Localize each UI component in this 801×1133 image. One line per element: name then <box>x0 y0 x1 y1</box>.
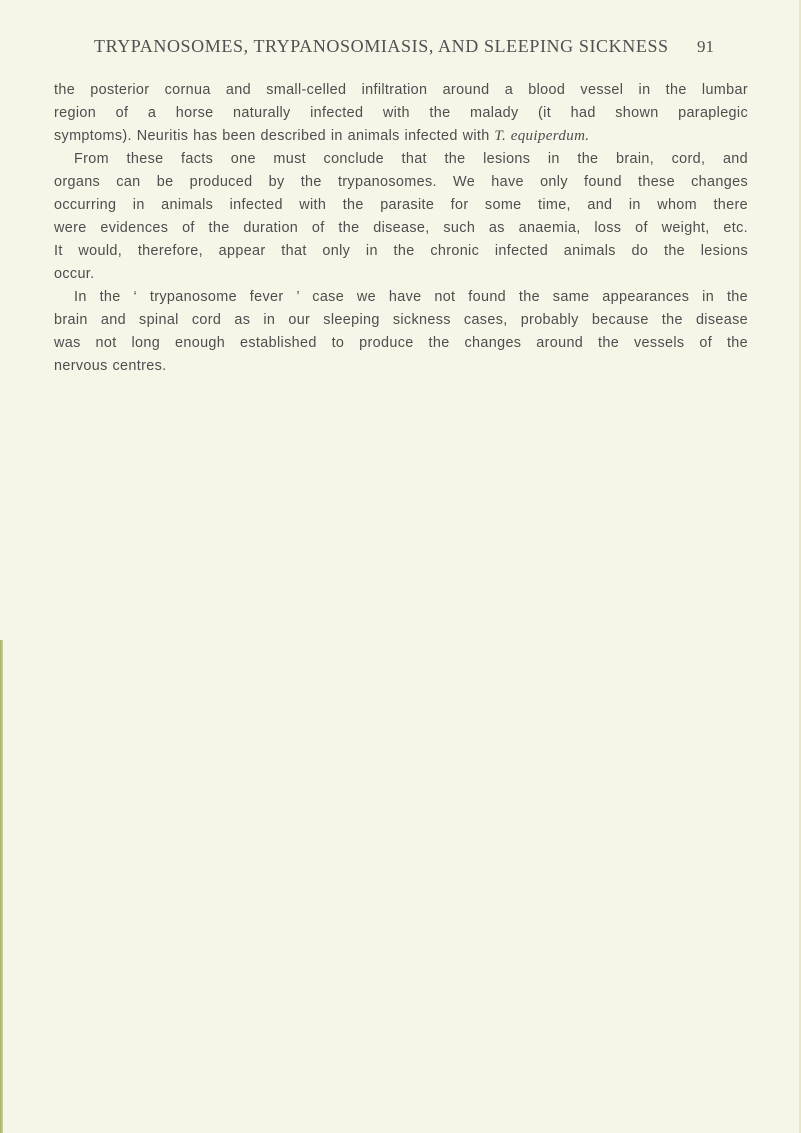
species-name: T. equiperdum. <box>494 128 590 144</box>
text-line: region of a horse naturally infected with the malady (it had shown paraplegic <box>54 105 748 121</box>
text-line: nervous centres. <box>54 358 167 374</box>
page-header <box>94 36 714 64</box>
text-line: It would, therefore, appear that only in the chronic infected animals do the lesions <box>54 243 748 259</box>
body-text <box>54 79 748 378</box>
running-title: TRYPANOSOMES, TRYPANOSOMIASIS, AND SLEEPING SICKNESS <box>94 36 669 56</box>
text-line: organs can be produced by the trypanosomes. We have only found these changes <box>54 174 748 190</box>
text-segment: symptoms). Neuritis has been described in animals infected with <box>54 128 495 144</box>
text-line <box>54 125 748 148</box>
text-line: were evidences of the duration of the disease, such as anaemia, loss of weight, etc. <box>54 220 748 236</box>
text-line: occur. <box>54 266 95 282</box>
paragraph-start-line: From these facts one must conclude that the lesions in the brain, cord, and <box>74 151 748 167</box>
page-edge-shadow <box>0 640 3 1133</box>
text-line: occurring in animals infected with the parasite for some time, and in whom there <box>54 197 748 213</box>
paragraph-start-line: In the ‘ trypanosome fever ’ case we have not found the same appearances in the <box>74 289 748 305</box>
page-number: 91 <box>697 37 714 56</box>
text-line: was not long enough established to produce the changes around the vessels of the <box>54 335 748 351</box>
text-line: the posterior cornua and small-celled infiltration around a blood vessel in the lumbar <box>54 82 748 98</box>
text-line: brain and spinal cord as in our sleeping sickness cases, probably because the disease <box>54 312 748 328</box>
